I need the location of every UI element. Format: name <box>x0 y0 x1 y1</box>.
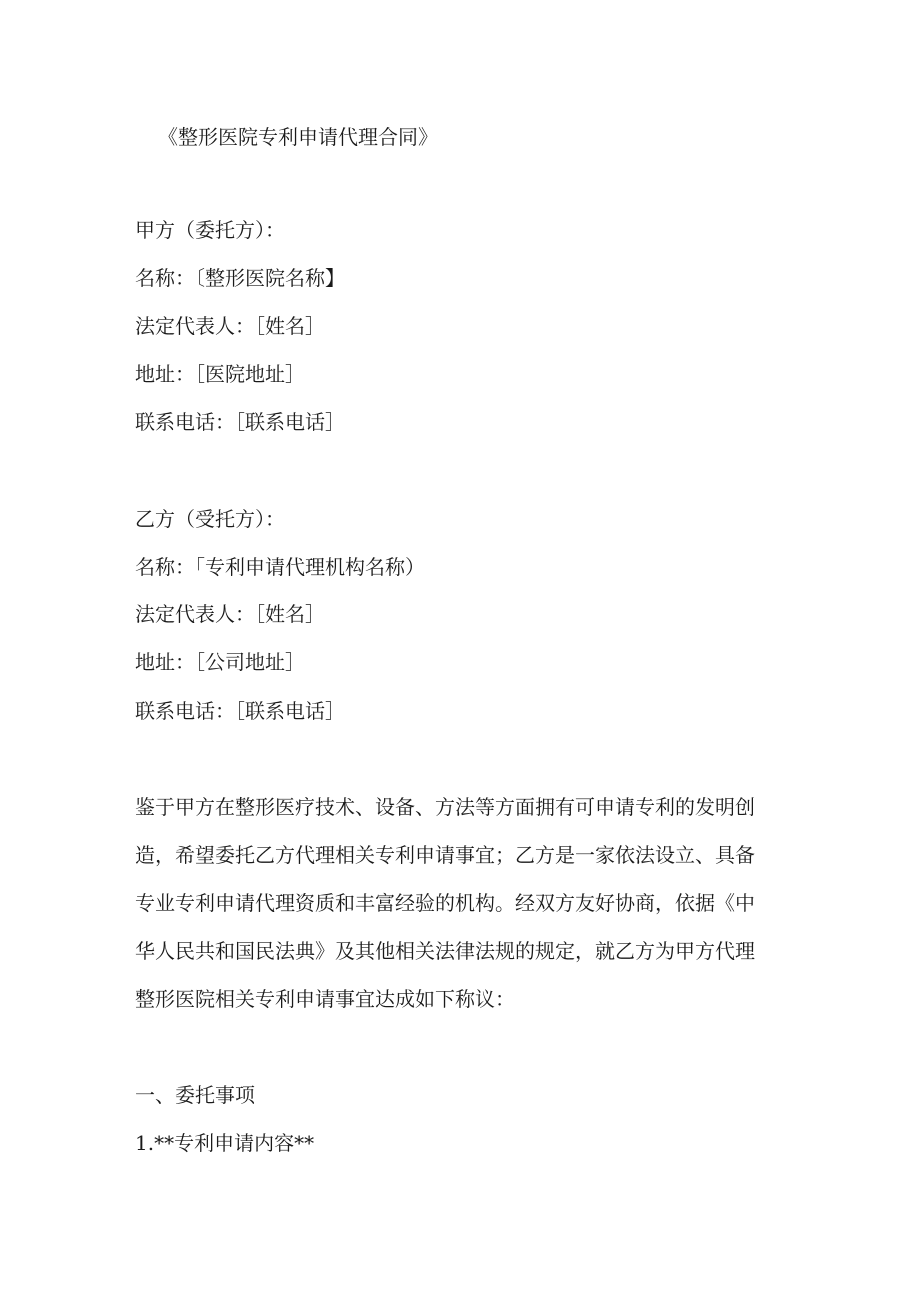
party-b-heading: 乙方（受托方）： <box>135 507 285 531</box>
preamble-line: 专业专利申请代理资质和丰富经验的机构。经双方友好协商，依据《中 <box>135 891 755 915</box>
party-a-heading: 甲方（委托方）： <box>135 218 285 242</box>
party-b-phone: 联系电话：［联系电话］ <box>135 699 345 723</box>
preamble-line: 整形医院相关专利申请事宜达成如下称议： <box>135 987 515 1011</box>
party-b-legal-rep: 法定代表人：［姓名］ <box>135 602 325 626</box>
party-a-phone: 联系电话：［联系电话］ <box>135 410 345 434</box>
preamble-line: 造，希望委托乙方代理相关专利申请事宜；乙方是一家依法设立、具备 <box>135 843 755 867</box>
preamble-line: 华人民共和国民法典》及其他相关法律法规的规定，就乙方为甲方代理 <box>135 939 755 963</box>
preamble-line: 鉴于甲方在整形医疗技术、设备、方法等方面拥有可申请专利的发明创 <box>135 795 755 819</box>
party-a-legal-rep: 法定代表人：［姓名］ <box>135 314 325 338</box>
party-b-address: 地址：［公司地址］ <box>135 650 305 674</box>
party-b-name: 名称：「专利申请代理机构名称） <box>135 555 425 579</box>
party-a-address: 地址：［医院地址］ <box>135 362 305 386</box>
document-title: 《整形医院专利申请代理合同》 <box>158 125 438 149</box>
section-1-heading: 一、委托事项 <box>135 1083 255 1107</box>
party-a-name: 名称：〔整形医院名称】 <box>135 266 345 290</box>
section-1-item-1: 1.**专利申请内容** <box>135 1131 315 1155</box>
